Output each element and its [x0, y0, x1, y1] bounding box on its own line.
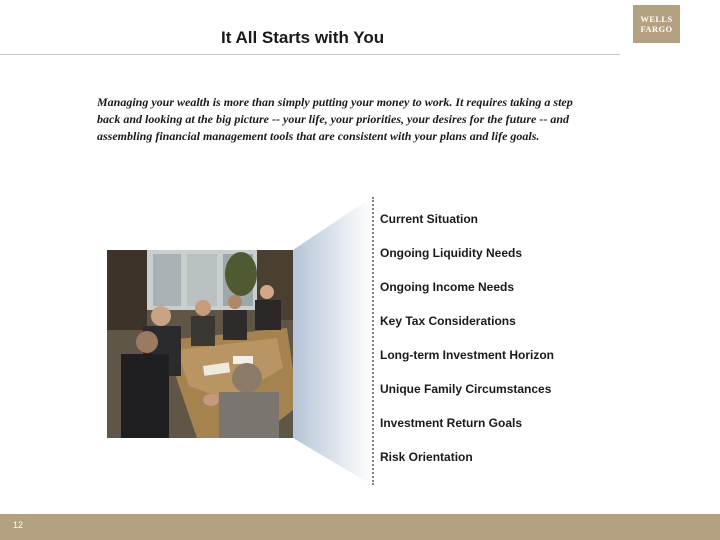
page-number: 12: [13, 520, 24, 530]
considerations-list: [380, 211, 554, 483]
slide-title: It All Starts with You: [221, 28, 385, 47]
meeting-photo: [107, 250, 293, 438]
list-item: Ongoing Income Needs: [380, 280, 515, 294]
list-item: Investment Return Goals: [380, 416, 523, 430]
list-item: Risk Orientation: [380, 450, 473, 464]
logo-line-2: FARGO: [640, 24, 673, 34]
list-item: Key Tax Considerations: [380, 314, 516, 328]
dotted-divider: [372, 197, 374, 485]
list-item: Unique Family Circumstances: [380, 382, 552, 396]
list-item: Current Situation: [380, 212, 478, 226]
list-item: Long-term Investment Horizon: [380, 348, 555, 362]
list-item: Ongoing Liquidity Needs: [380, 246, 522, 260]
intro-paragraph: Managing your wealth is more than simply putting your money to work. It requires taking a step back and looking at the big picture -- your life, your priorities, your desires for the future -- and assembling financial management tools that are consistent with your plans and life goals.: [97, 95, 573, 143]
footer-bar: [0, 514, 720, 540]
logo-line-1: WELLS: [640, 14, 673, 24]
